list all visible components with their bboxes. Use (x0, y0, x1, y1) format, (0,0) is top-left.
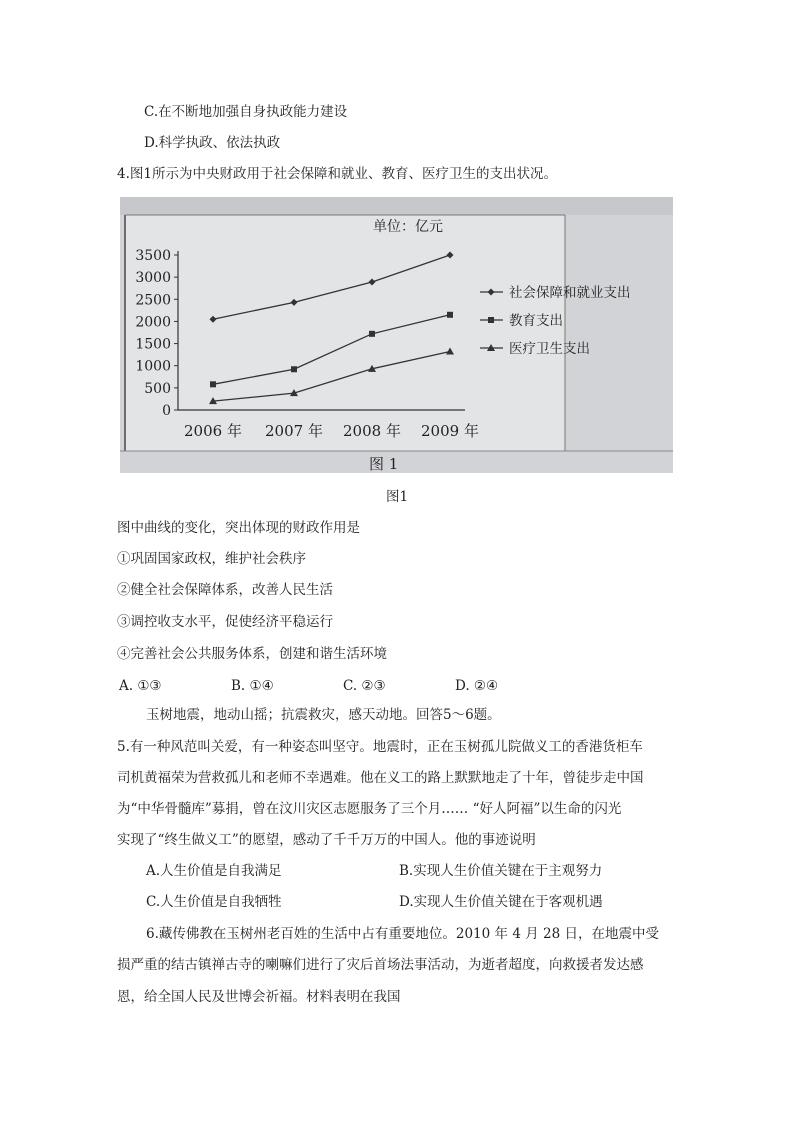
q4-option-a[interactable]: A. ①③ (119, 678, 162, 694)
question-5-line-3: 为“中华骨髓库”募捐，曾在汶川灾区志愿服务了三个月…… “好人阿福”以生命的闪光 (117, 801, 622, 817)
q5-option-b[interactable]: B.实现人生价值关键在于主观努力 (399, 863, 603, 879)
legend-label: 教育支出 (509, 313, 563, 329)
data-point (291, 366, 297, 372)
q5-option-c[interactable]: C.人生价值是自我牺牲 (146, 894, 282, 910)
q4-option-c[interactable]: C. ②③ (343, 678, 386, 694)
y-tick-label: 0 (162, 403, 171, 419)
line-chart (120, 197, 673, 473)
option-d-previous: D.科学执政、依法执政 (144, 135, 281, 151)
chart-unit-label: 单位：亿元 (373, 219, 443, 235)
y-tick-label: 3000 (135, 270, 171, 287)
question-6-line-3: 恩，给全国人民及世博会祈福。材料表明在我国 (117, 989, 401, 1005)
figure-1-photo (120, 197, 673, 473)
option-c-previous: C.在不断地加强自身执政能力建设 (144, 104, 348, 120)
question-4-prompt: 图中曲线的变化，突出体现的财政作用是 (117, 520, 360, 536)
x-tick-label: 2007 年 (265, 422, 323, 440)
y-tick-label: 1000 (135, 358, 171, 375)
figure-caption: 图1 (386, 489, 409, 505)
x-tick-label: 2008 年 (343, 422, 401, 440)
statement-1: ①巩固国家政权，维护社会秩序 (117, 551, 306, 567)
y-tick-label: 1500 (135, 336, 171, 353)
data-point (369, 331, 375, 337)
x-tick-label: 2006 年 (184, 422, 242, 440)
q4-option-d[interactable]: D. ②④ (455, 678, 499, 694)
question-6-line-2: 损严重的结古镇禅古寺的喇嘛们进行了灾后首场法事活动，为逝者超度，向救援者发达感 (117, 957, 644, 973)
data-point (210, 381, 216, 387)
y-tick-label: 3500 (135, 248, 171, 264)
statement-4: ④完善社会公共服务体系，创建和谐生活环境 (117, 646, 387, 662)
x-tick-label: 2009 年 (421, 422, 479, 440)
legend-label: 社会保障和就业支出 (509, 285, 631, 301)
photo-figure-caption: 图 1 (369, 455, 399, 473)
question-4-stem: 4.图1所示为中央财政用于社会保障和就业、教育、医疗卫生的支出状况。 (117, 166, 557, 182)
data-point (447, 312, 453, 318)
y-tick-label: 2500 (135, 292, 171, 309)
question-6-line-1: 6.藏传佛教在玉树州老百姓的生活中占有重要地位。2010 年 4 月 28 日，在地震中受 (146, 926, 659, 942)
y-tick-label: 2000 (135, 314, 171, 331)
q5-option-a[interactable]: A.人生价值是自我满足 (146, 863, 282, 879)
q5-option-d[interactable]: D.实现人生价值关键在于客观机遇 (399, 894, 603, 910)
intro-questions-5-6: 玉树地震，地动山摇；抗震救灾，感天动地。回答5～6题。 (146, 707, 501, 723)
legend-label: 医疗卫生支出 (509, 341, 590, 357)
question-5-line-2: 司机黄福荣为营救孤儿和老师不幸遇难。他在义工的路上默默地走了十年，曾徒步走中国 (117, 770, 644, 786)
statement-3: ③调控收支水平，促使经济平稳运行 (117, 614, 333, 630)
legend-marker (488, 317, 494, 323)
statement-2: ②健全社会保障体系，改善人民生活 (117, 582, 333, 598)
question-5-line-1: 5.有一种风范叫关爱，有一种姿态叫坚守。地震时，正在玉树孤儿院做义工的香港货柜车 (117, 739, 643, 755)
q4-option-b[interactable]: B. ①④ (231, 678, 274, 694)
y-tick-label: 500 (144, 380, 171, 397)
question-5-line-4: 实现了“终生做义工”的愿望，感动了千千万万的中国人。他的事迹说明 (117, 832, 536, 848)
